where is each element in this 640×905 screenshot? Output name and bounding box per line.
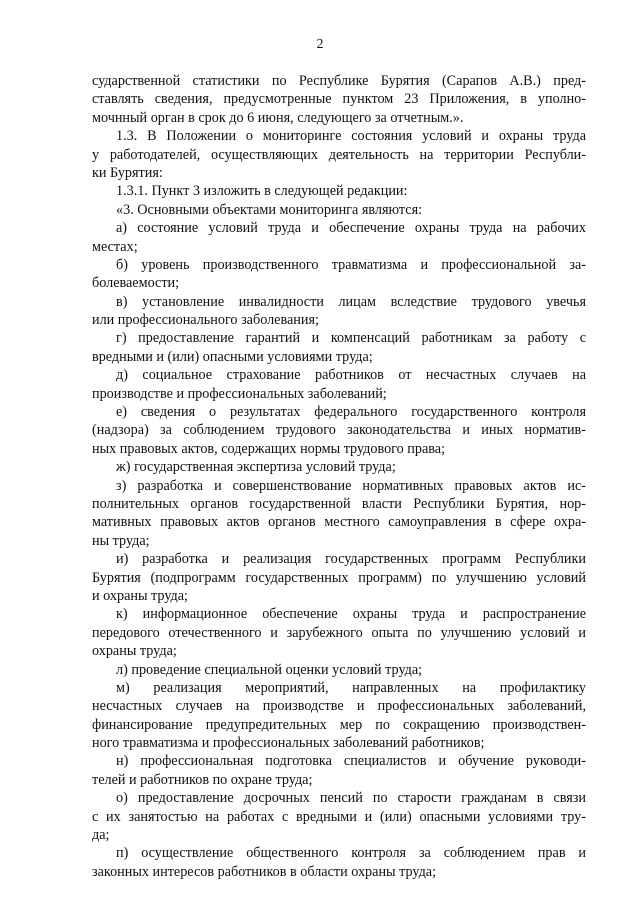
document-body xyxy=(92,72,586,881)
text-line: л) проведение специальной оценки условий труда; xyxy=(116,661,423,678)
text-line: н) профессиональная подготовка специалистов и обучение руководи- xyxy=(116,753,586,770)
text-line: вредными и (или) опасными условиями труда; xyxy=(92,348,373,365)
text-line: законных интересов работников в области охраны труда; xyxy=(92,863,437,880)
text-line: производстве и профессиональных заболеваний; xyxy=(92,385,387,402)
text-line: телей и работников по охране труда; xyxy=(92,771,313,788)
text-line: с их занятостью на работах с вредными и (или) опасными условиями тру- xyxy=(92,808,586,825)
text-line: к) информационное обеспечение охраны труда и распространение xyxy=(116,606,586,623)
text-line: з) разработка и совершенствование нормативных правовых актов ис- xyxy=(116,477,586,494)
text-line: м) реализация мероприятий, направленных на профилактику xyxy=(116,679,586,696)
page-number: 2 xyxy=(316,37,324,52)
text-line: у работодателей, осуществляющих деятельность на территории Республи- xyxy=(92,146,586,163)
text-line: и) разработка и реализация государственных программ Республики xyxy=(116,551,586,568)
text-line: в) установление инвалидности лицам вследствие трудового увечья xyxy=(116,293,586,310)
text-line: или профессионального заболевания; xyxy=(92,312,319,329)
text-line: е) сведения о результатах федерального государственного контроля xyxy=(116,404,586,421)
text-line: п) осуществление общественного контроля за соблюдением прав и xyxy=(116,845,586,862)
text-line: да; xyxy=(92,827,110,844)
text-line: ных правовых актов, содержащих нормы трудового права; xyxy=(92,440,446,457)
text-line: ны труда; xyxy=(92,532,150,549)
text-line: ки Бурятия: xyxy=(92,164,163,181)
text-line: а) состояние условий труда и обеспечение охраны труда на рабочих xyxy=(116,220,586,237)
text-line: (надзора) за соблюдением трудового законодательства и иных норматив- xyxy=(92,422,586,439)
text-line: полнительных органов государственной власти Республики Бурятия, нор- xyxy=(92,495,586,512)
text-line: финансирование предупредительных мер по сокращению производствен- xyxy=(92,716,586,733)
text-line: местах; xyxy=(92,238,138,255)
text-line: сударственной статистики по Республике Бурятия (Сарапов А.В.) пред- xyxy=(92,73,586,89)
text-line: г) предоставление гарантий и компенсаций работникам за работу с xyxy=(116,330,586,347)
text-line: д) социальное страхование работников от несчастных случаев на xyxy=(116,367,586,384)
text-line: б) уровень производственного травматизма и профессиональной за- xyxy=(116,256,586,273)
text-line: 1.3.1. Пункт 3 изложить в следующей редакции: xyxy=(116,183,408,200)
text-line: о) предоставление досрочных пенсий по старости гражданам в связи xyxy=(116,790,586,807)
text-line: 1.3. В Положении о мониторинге состояния условий и охраны труда xyxy=(116,128,586,145)
text-line: ж) государственная экспертиза условий труда; xyxy=(116,459,396,476)
text-line: Бурятия (подпрограмм государственных программ) по улучшению условий xyxy=(92,569,586,586)
text-line: охраны труда; xyxy=(92,643,177,660)
text-line: ставлять сведения, предусмотренные пунктом 23 Приложения, в уполно- xyxy=(92,91,586,108)
text-line: и охраны труда; xyxy=(92,587,188,604)
text-line: передового отечественного и зарубежного опыта по улучшению условий и xyxy=(92,624,586,641)
text-line: болеваемости; xyxy=(92,275,180,292)
text-line: мочнный орган в срок до 6 июня, следующего за отчетным.». xyxy=(92,109,464,126)
text-line: «3. Основными объектами мониторинга являются: xyxy=(116,201,423,218)
text-line: мативных правовых актов органов местного самоуправления в сфере охра- xyxy=(92,514,586,531)
text-line: несчастных случаев на производстве и профессиональных заболеваний, xyxy=(92,698,586,715)
text-line: ного травматизма и профессиональных заболеваний работников; xyxy=(92,735,485,752)
